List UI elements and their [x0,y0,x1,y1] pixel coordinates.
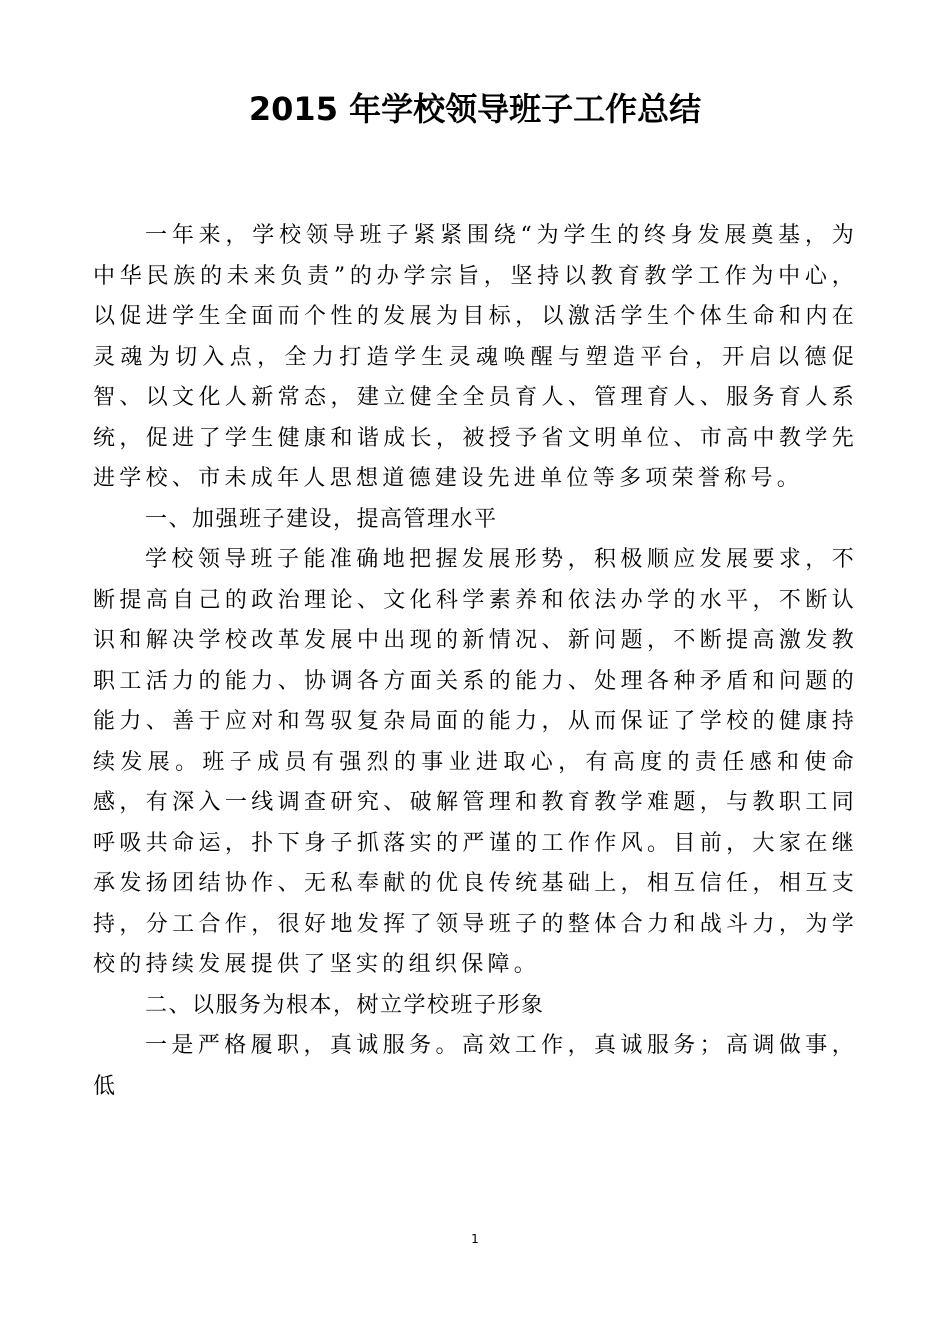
paragraph-section-2: 一是严格履职，真诚服务。高效工作，真诚服务；高调做事，低 [93,1033,858,1099]
section-heading-1: 一、加强班子建设，提高管理水平 [145,506,498,532]
page-number: 1 [471,1232,479,1246]
paragraph-intro: 一年来，学校领导班子紧紧围绕“为学生的终身发展奠基，为中华民族的未来负责”的办学宗旨，坚持以教育教学工作为中心，以促进学生全面而个性的发展为目标，以激活学生个体生命和内在灵魂为切入点，全力打造学生灵魂唤醒与塑造平台，开启以德促智、以文化人新常态，建立健全全员育人、管理育人、服务育人系统，促进了学生健康和谐成长，被授予省文明单位、市高中教学先进学校、市未成年人思想道德建设先进单位等多项荣誉称号。 [93,223,858,491]
document-body [93,216,858,1107]
section-heading-2: 二、以服务为根本，树立学校班子形象 [145,992,545,1018]
document-title: 2015 年学校领导班子工作总结 [248,90,702,128]
paragraph-section-1: 学校领导班子能准确地把握发展形势，积极顺应发展要求，不断提高自己的政治理论、文化科学素养和依法办学的水平，不断认识和解决学校改革发展中出现的新情况、新问题，不断提高激发教职工活力的能力、协调各方面关系的能力、处理各种矛盾和问题的能力、善于应对和驾驭复杂局面的能力，从而保证了学校的健康持续发展。班子成员有强烈的事业进取心，有高度的责任感和使命感，有深入一线调查研究、破解管理和教育教学难题，与教职工同呼吸共命运，扑下身子抓落实的严谨的工作作风。目前，大家在继承发扬团结协作、无私奉献的优良传统基础上，相互信任，相互支持，分工合作，很好地发挥了领导班子的整体合力和战斗力，为学校的持续发展提供了坚实的组织保障。 [93,547,858,977]
